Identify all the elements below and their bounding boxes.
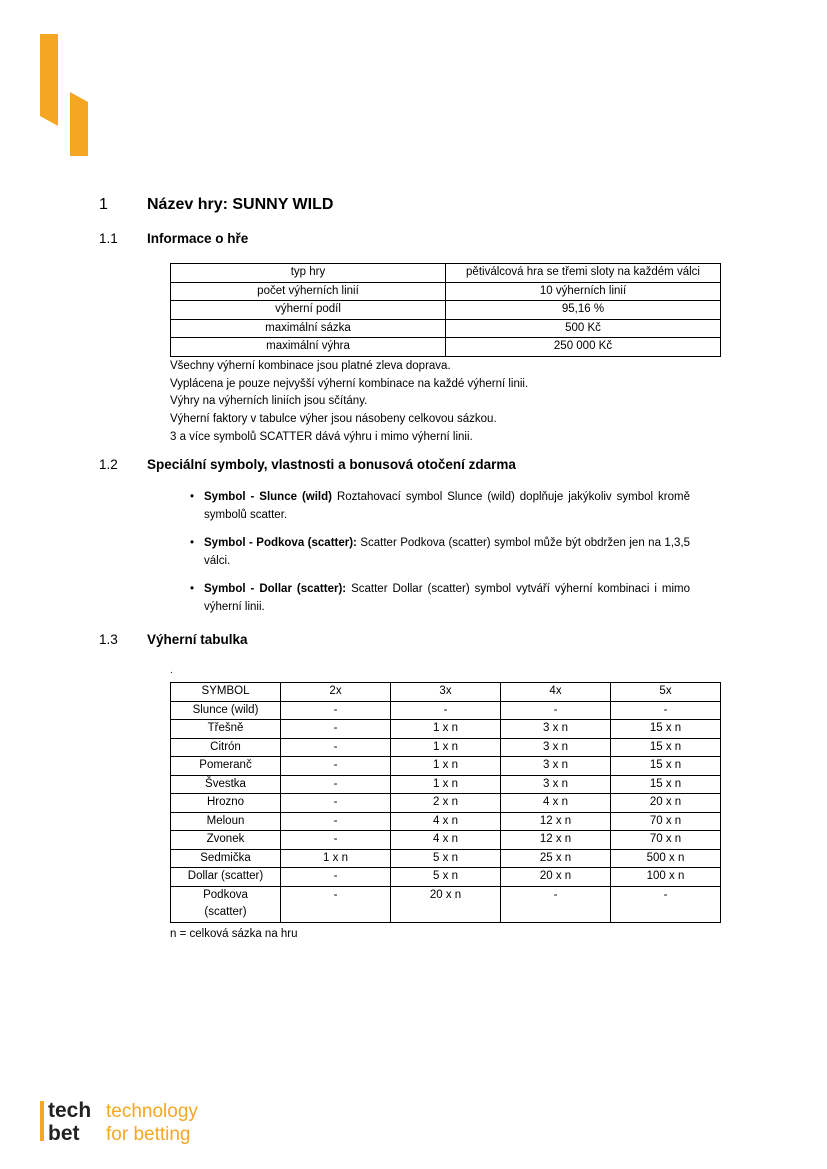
payout-cell: 100 x n: [611, 868, 721, 887]
table-row: [171, 264, 721, 283]
table-row: [171, 301, 721, 320]
payout-cell: -: [281, 794, 391, 813]
payout-cell: 70 x n: [611, 812, 721, 831]
game-info-table: [170, 263, 721, 357]
paytable: [170, 682, 721, 923]
payout-cell: 20 x n: [391, 886, 501, 922]
payout-cell: 1 x n: [391, 757, 501, 776]
note-line: 3 a více symbolů SCATTER dává výhru i mimo výherní linii.: [170, 430, 473, 443]
payout-cell: -: [391, 701, 501, 720]
payout-cell: -: [501, 886, 611, 922]
payout-cell: -: [281, 886, 391, 922]
symbol-cell: Třešně: [171, 720, 281, 739]
symbol-cell: Dollar (scatter): [171, 868, 281, 887]
symbol-cell: Hrozno: [171, 794, 281, 813]
section-1-heading: 1 Název hry: SUNNY WILD: [99, 196, 334, 213]
info-label-cell: počet výherních linií: [171, 282, 446, 301]
payout-cell: 500 x n: [611, 849, 721, 868]
table-row: [171, 812, 721, 831]
table-row: [171, 775, 721, 794]
table-row: [171, 282, 721, 301]
symbol-cell: Citrón: [171, 738, 281, 757]
info-label-cell: výherní podíl: [171, 301, 446, 320]
payout-cell: 20 x n: [501, 868, 611, 887]
info-value-cell: pětiválcová hra se třemi sloty na každém válci: [446, 264, 721, 283]
symbol-cell: Podkova (scatter): [171, 886, 281, 922]
payout-cell: 1 x n: [391, 720, 501, 739]
game-notes: [170, 358, 528, 447]
table-row: [171, 720, 721, 739]
payout-cell: -: [611, 701, 721, 720]
table-row: [171, 738, 721, 757]
payout-cell: 2 x n: [391, 794, 501, 813]
payout-cell: -: [281, 868, 391, 887]
table-row: [171, 794, 721, 813]
payout-cell: 25 x n: [501, 849, 611, 868]
payout-cell: -: [281, 720, 391, 739]
payout-cell: 3 x n: [501, 775, 611, 794]
list-item: • Symbol - Dollar (scatter): Scatter Dollar (scatter) symbol vytváří výherní kombinaci i mimo výherní linii.: [190, 583, 690, 613]
payout-cell: 12 x n: [501, 812, 611, 831]
payout-cell: 1 x n: [391, 775, 501, 794]
payout-cell: -: [281, 831, 391, 850]
symbol-cell: Švestka: [171, 775, 281, 794]
payout-cell: 4 x n: [391, 831, 501, 850]
table-row: [171, 338, 721, 357]
info-label-cell: maximální sázka: [171, 319, 446, 338]
info-value-cell: 250 000 Kč: [446, 338, 721, 357]
payout-cell: 1 x n: [391, 738, 501, 757]
list-item: • Symbol - Slunce (wild) Roztahovací symbol Slunce (wild) doplňuje jakýkoliv symbol kromě symbolů scatter.: [190, 491, 690, 521]
section-1-3-heading: 1.3 Výherní tabulka: [99, 632, 248, 647]
table-header-row: [171, 683, 721, 702]
list-item: • Symbol - Podkova (scatter): Scatter Podkova (scatter) symbol může být obdržen jen na 1,3,5 válci.: [190, 537, 691, 567]
special-symbols-list: [190, 489, 690, 627]
payout-cell: 4 x n: [391, 812, 501, 831]
table-row: [171, 886, 721, 922]
payout-cell: 3 x n: [501, 738, 611, 757]
symbol-cell: Pomeranč: [171, 757, 281, 776]
payout-cell: -: [281, 812, 391, 831]
table-row: [171, 868, 721, 887]
payout-cell: 4 x n: [501, 794, 611, 813]
payout-cell: 12 x n: [501, 831, 611, 850]
column-header: SYMBOL: [171, 683, 281, 702]
note-line: Všechny výherní kombinace jsou platné zleva doprava.: [170, 360, 451, 372]
payout-cell: 20 x n: [611, 794, 721, 813]
column-header: 2x: [281, 683, 391, 702]
info-label-cell: typ hry: [171, 264, 446, 283]
payout-cell: 3 x n: [501, 720, 611, 739]
symbol-cell: Zvonek: [171, 831, 281, 850]
table-row: [171, 849, 721, 868]
table-row: [171, 319, 721, 338]
table-row: [171, 757, 721, 776]
payout-cell: -: [281, 738, 391, 757]
paytable-footnote: n = celková sázka na hru: [170, 928, 298, 940]
column-header: 4x: [501, 683, 611, 702]
payout-cell: -: [281, 775, 391, 794]
payout-cell: -: [281, 701, 391, 720]
symbol-cell: Slunce (wild): [171, 701, 281, 720]
payout-cell: -: [281, 757, 391, 776]
payout-cell: 1 x n: [281, 849, 391, 868]
payout-cell: 5 x n: [391, 868, 501, 887]
payout-cell: 3 x n: [501, 757, 611, 776]
footer-logo: tech technology bet for betting: [48, 1099, 198, 1145]
section-1-2-heading: 1.2 Speciální symboly, vlastnosti a bonusová otočení zdarma: [99, 457, 516, 472]
column-header: 3x: [391, 683, 501, 702]
table-row: [171, 701, 721, 720]
payout-cell: 15 x n: [611, 738, 721, 757]
payout-cell: -: [501, 701, 611, 720]
payout-cell: 70 x n: [611, 831, 721, 850]
section-1-1-heading: 1.1 Informace o hře: [99, 231, 249, 246]
payout-cell: 15 x n: [611, 775, 721, 794]
stray-dot: .: [170, 665, 173, 676]
payout-cell: -: [611, 886, 721, 922]
symbol-cell: Sedmička: [171, 849, 281, 868]
note-line: Vyplácena je pouze nejvyšší výherní kombinace na každé výherní linii.: [170, 377, 529, 390]
brand-mark-icon: [40, 34, 92, 156]
info-value-cell: 95,16 %: [446, 301, 721, 320]
note-line: Výhry na výherních liniích jsou sčítány.: [170, 395, 368, 408]
payout-cell: 15 x n: [611, 720, 721, 739]
column-header: 5x: [611, 683, 721, 702]
info-label-cell: maximální výhra: [171, 338, 446, 357]
note-line: Výherní faktory v tabulce výher jsou násobeny celkovou sázkou.: [170, 413, 497, 426]
table-row: [171, 831, 721, 850]
payout-cell: 15 x n: [611, 757, 721, 776]
symbol-cell: Meloun: [171, 812, 281, 831]
info-value-cell: 500 Kč: [446, 319, 721, 338]
payout-cell: 5 x n: [391, 849, 501, 868]
info-value-cell: 10 výherních linií: [446, 282, 721, 301]
